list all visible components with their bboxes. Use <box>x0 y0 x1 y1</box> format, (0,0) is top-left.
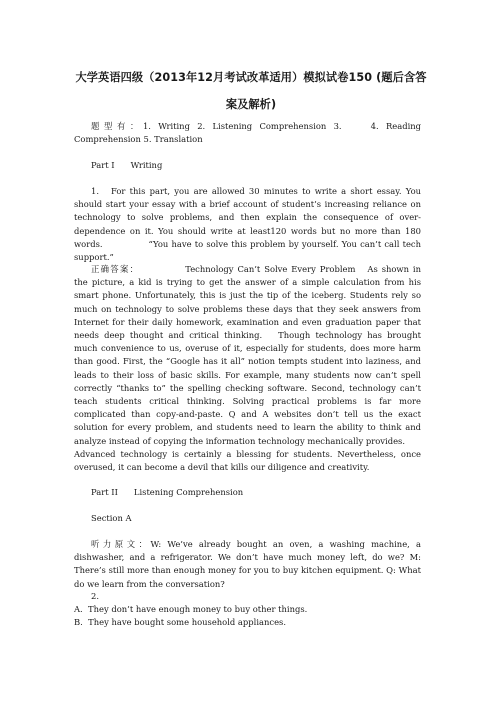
part2-label: Part II <box>91 487 118 497</box>
document-title: 大学英语四级（2013年12月考试改革适用）模拟试卷150 (题后含答案及解析) <box>75 71 427 111</box>
essay-paragraph-3: Advanced technology is certainly a blessing for students. Nevertheless, once overused, it can become a devil that kills our diligence and creativity. <box>74 448 421 473</box>
essay-paragraph-2: Though technology has brought much convenience to us, overuse of it, especially for students, does more harm than good. First, the “Google has it all” notion tempts student into laziness, and leads to their loss of basic skills. For example, many students now can’t spell correctly “thanks to” the spelling checking software. Second, technology can’t teach students critical thinking. Solving practical problems is far more complicated than copy-and-paste. Q and A websites don’t tell us the exact solution for every problem, and students need to learn the ability to think and analyze instead of copying the information technology mechanically provides. <box>74 330 421 446</box>
option-a-text: They don’t have enough money to buy other things. <box>88 604 308 614</box>
essay-paragraph-1: As shown in the picture, a kid is trying to get the answer of a simple calculation from his smart phone. Unfortunately, this is just the tip of the iceberg. Students rely so much on technology to solve problems these days that they seek answers from Internet for their daily homework, examination and even graduation paper that needs deep thought and critical thinking. <box>74 264 422 341</box>
question-1-number: 1. <box>91 186 99 196</box>
question-1 <box>74 185 421 264</box>
section-a-heading: Section A <box>91 513 132 523</box>
question-1-text: For this part, you are allowed 30 minutes to write a short essay. You should start your essay with a brief account of student’s increasing reliance on technology to solve problems, and then explain the consequence of over-dependence on it. You should write at least120 words but no more than 180 words. <box>74 186 421 249</box>
part1-name: Writing <box>130 160 163 170</box>
option-b-letter: B. <box>74 617 83 627</box>
option-a-letter: A. <box>74 604 83 614</box>
part1-heading <box>74 159 421 172</box>
part2-heading <box>74 486 421 499</box>
listening-text: W: We’ve already bought an oven, a washing machine, a dishwasher, and a refrigerator. We don’t have much money left, do we? M: There’s still more than enough money for you to buy kitchen equipment. Q: What do we learn from the conversation? <box>74 539 421 589</box>
answer-label: 正确答案： <box>91 264 140 274</box>
answer-block <box>74 263 421 474</box>
part2-name: Listening Comprehension <box>133 487 244 497</box>
option-a <box>74 603 307 616</box>
option-b-text: They have bought some household appliances. <box>88 617 286 627</box>
part1-label: Part I <box>91 160 115 170</box>
question-2-number: 2. <box>91 591 99 601</box>
option-b <box>74 616 286 629</box>
essay-title: Technology Can’t Solve Every Problem <box>185 264 356 274</box>
question-1-quote: “You have to solve this problem by yourself. You can’t call tech support.” <box>74 238 421 263</box>
listening-label: 听力原文： <box>91 539 151 549</box>
listening-transcript <box>74 538 421 591</box>
question-types: 题型有：1. Writing 2. Listening Comprehension 3. 4. Reading Comprehension 5. Translation <box>74 121 421 145</box>
